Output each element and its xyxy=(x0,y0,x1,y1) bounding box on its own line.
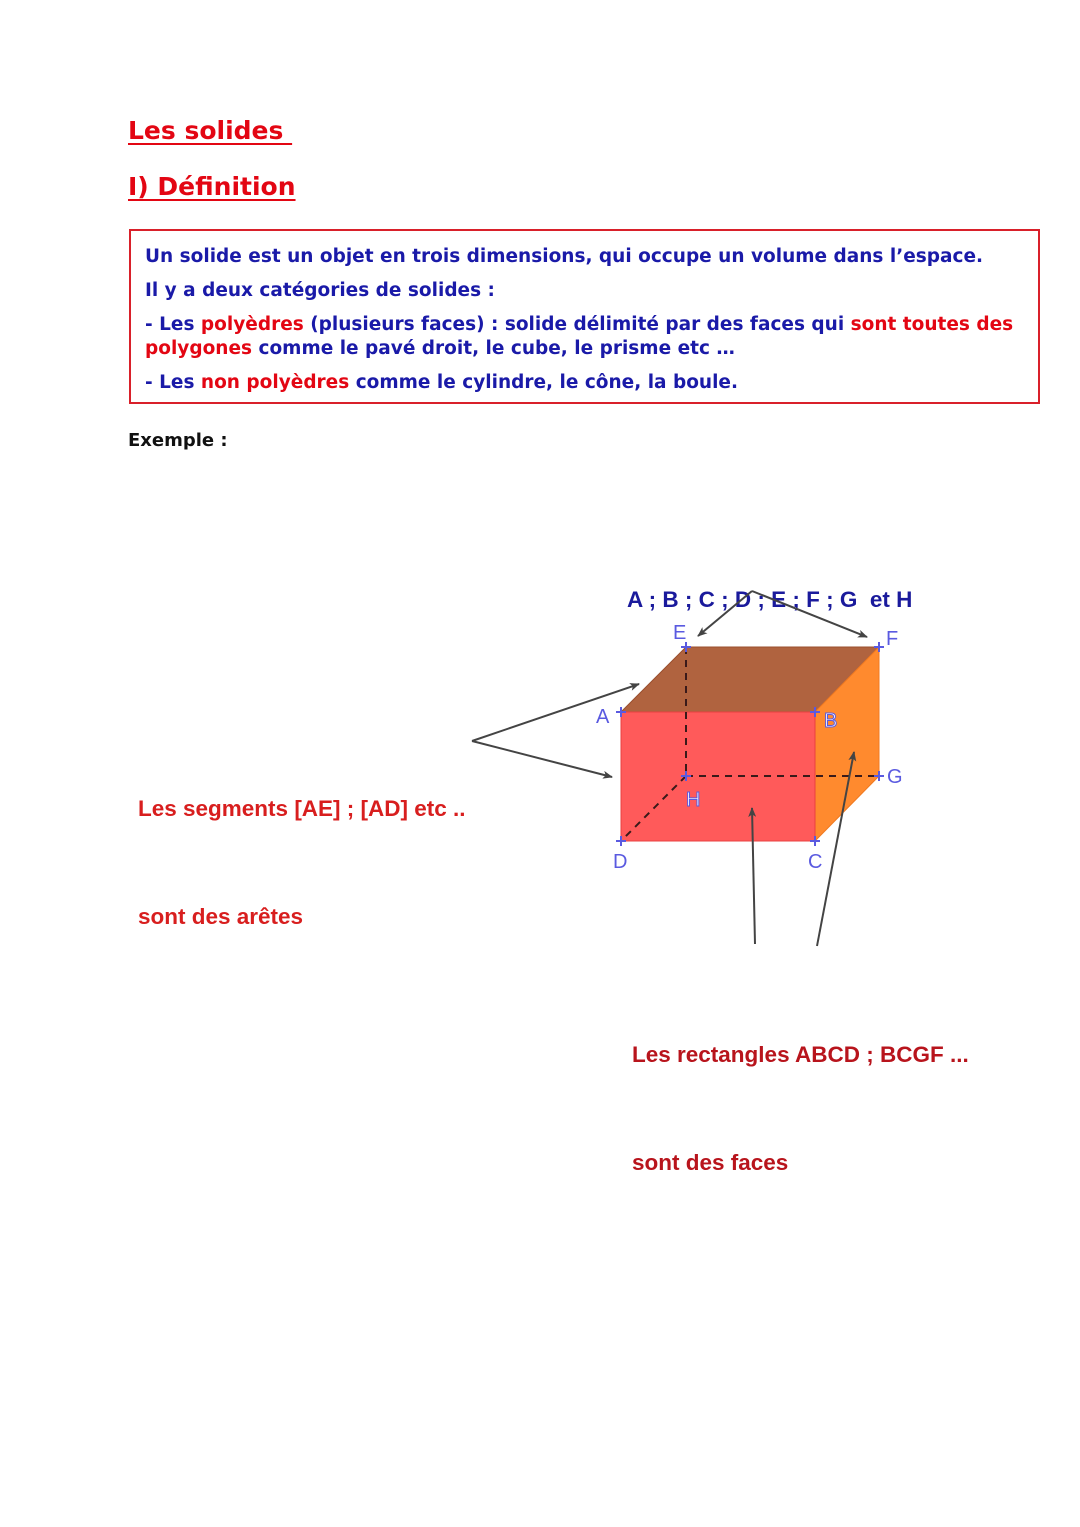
faces-label-line-1: Les rectangles ABCD ; BCGF ... xyxy=(632,1042,969,1067)
vertex-label-B: B xyxy=(824,710,838,732)
vertex-label-E: E xyxy=(673,622,687,644)
polygones-highlight: sont toutes des polygones xyxy=(145,314,1014,359)
polyedres-middle: (plusieurs faces) : solide délimité par des faces qui xyxy=(303,314,851,335)
vertex-label-C: C xyxy=(808,851,823,873)
page-title: Les solides xyxy=(128,116,293,145)
vertices-label-line-1: A ; B ; C ; D ; E ; F ; G et H xyxy=(627,587,913,612)
polyedres-prefix: - Les xyxy=(145,314,201,335)
edges-label-line-2: sont des arêtes xyxy=(138,904,304,929)
edges-label-line-1: Les segments [AE] ; [AD] etc .. xyxy=(138,796,466,821)
example-label: Exemple : xyxy=(128,430,228,451)
arrow-to-edge-AE xyxy=(472,684,639,741)
definition-line-2: Il y a deux catégories de solides : xyxy=(145,280,495,301)
non-polyedres-suffix: comme le cylindre, le cône, la boule. xyxy=(349,372,738,393)
vertex-label-A: A xyxy=(596,706,610,728)
polyedres-highlight: polyèdres xyxy=(200,314,304,335)
arrow-to-E xyxy=(698,591,752,636)
vertex-label-G: G xyxy=(887,766,903,788)
arrow-to-F xyxy=(752,591,867,637)
section-title: I) Définition xyxy=(128,172,296,201)
vertex-label-D: D xyxy=(613,851,628,873)
non-polyedres-prefix: - Les xyxy=(145,372,201,393)
arrow-to-edge-AD xyxy=(472,741,612,777)
non-polyedres-highlight: non polyèdres xyxy=(200,372,350,393)
polyedres-suffix: comme le pavé droit, le cube, le prisme etc … xyxy=(252,338,735,359)
faces-label-line-2: sont des faces xyxy=(632,1150,789,1175)
vertex-label-F: F xyxy=(886,628,899,650)
definition-line-1: Un solide est un objet en trois dimensions, qui occupe un volume dans l’espace. xyxy=(145,246,984,267)
vertex-label-H: H xyxy=(686,789,701,811)
